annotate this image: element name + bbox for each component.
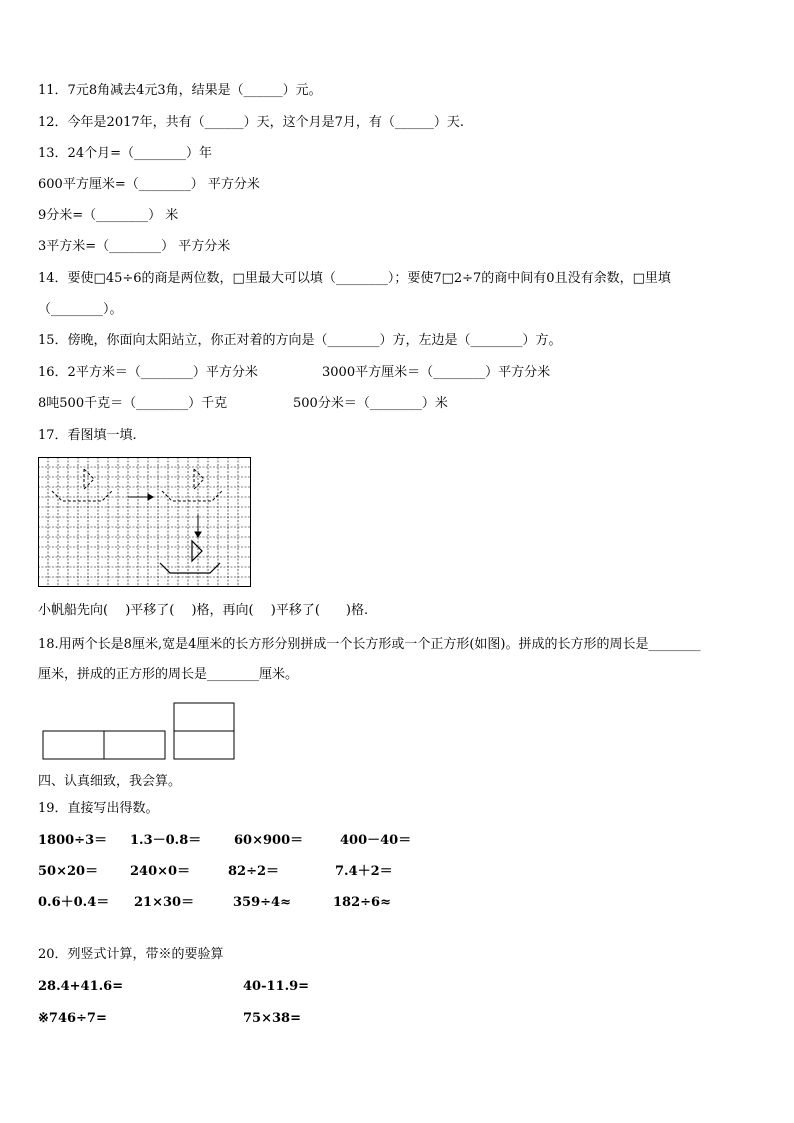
rectangles-figure — [40, 700, 240, 762]
q19-item: 1.3－0.8＝ — [130, 833, 202, 848]
question-14-line-1: 14．要使□45÷6的商是两位数，□里最大可以填（________）；要使7□2÷7的商中间有0且没有余数，□里填 — [38, 271, 671, 286]
q20-item: ※746÷7= — [38, 1011, 107, 1026]
q19-item: 359÷4≈ — [233, 895, 291, 910]
question-20-title: 20．列竖式计算，带※的要验算 — [38, 947, 224, 962]
question-14-line-2: （________）。 — [38, 302, 123, 317]
q19-item: 400－40＝ — [340, 833, 412, 848]
question-12: 12．今年是2017年，共有（______）天，这个月是7月，有（______）天. — [38, 115, 465, 130]
question-13-line-4: 3平方米=（________） 平方分米 — [38, 239, 231, 254]
question-16-part-1: 16．2平方米＝（________）平方分米 — [38, 365, 258, 380]
question-17-fill: 小帆船先向( )平移了( )格，再向( )平移了( )格. — [38, 603, 369, 618]
q19-item: 60×900＝ — [234, 833, 304, 848]
question-17-title: 17．看图填一填. — [38, 428, 137, 443]
question-13-line-3: 9分米=（________） 米 — [38, 208, 179, 223]
question-15: 15．傍晚，你面向太阳站立，你正对着的方向是（________）方，左边是（________）方。 — [38, 333, 562, 348]
q19-item: 21×30＝ — [134, 895, 195, 910]
q19-item: 240×0＝ — [130, 864, 191, 879]
question-19-title: 19．直接写出得数。 — [38, 801, 159, 816]
boat-middle-dashed — [162, 469, 222, 501]
q19-item: 82÷2＝ — [228, 864, 280, 879]
sailboat-grid-figure — [38, 457, 252, 588]
q20-item: 28.4+41.6= — [38, 979, 124, 994]
question-18-line-2: 厘米，拼成的正方形的周长是________厘米。 — [38, 667, 299, 682]
question-16-part-3: 8吨500千克＝（________）千克 — [38, 396, 228, 411]
question-13-line-1: 13．24个月=（________）年 — [38, 146, 212, 161]
question-16-part-4: 500分米＝（________）米 — [293, 396, 448, 411]
arrow-right-icon — [128, 494, 153, 500]
q19-item: 50×20＝ — [38, 864, 99, 879]
question-11: 11．7元8角减去4元3角，结果是（______）元。 — [38, 83, 322, 98]
question-16-part-2: 3000平方厘米＝（________）平方分米 — [322, 365, 551, 380]
section-4-heading: 四、认真细致，我会算。 — [38, 774, 182, 789]
arrow-down-icon — [195, 515, 201, 537]
q19-item: 182÷6≈ — [333, 895, 391, 910]
q19-item: 0.6＋0.4＝ — [38, 895, 110, 910]
question-13-line-2: 600平方厘米=（________） 平方分米 — [38, 177, 260, 192]
q19-item: 7.4＋2＝ — [335, 864, 393, 879]
boat-original-dashed — [52, 469, 112, 501]
q19-item: 1800÷3＝ — [38, 833, 108, 848]
q20-item: 75×38= — [243, 1011, 301, 1026]
question-18-line-1: 18.用两个长是8厘米,宽是4厘米的长方形分别拼成一个长方形或一个正方形(如图)。拼成的长方形的周长是________ — [38, 637, 701, 652]
q20-item: 40-11.9= — [243, 979, 310, 994]
